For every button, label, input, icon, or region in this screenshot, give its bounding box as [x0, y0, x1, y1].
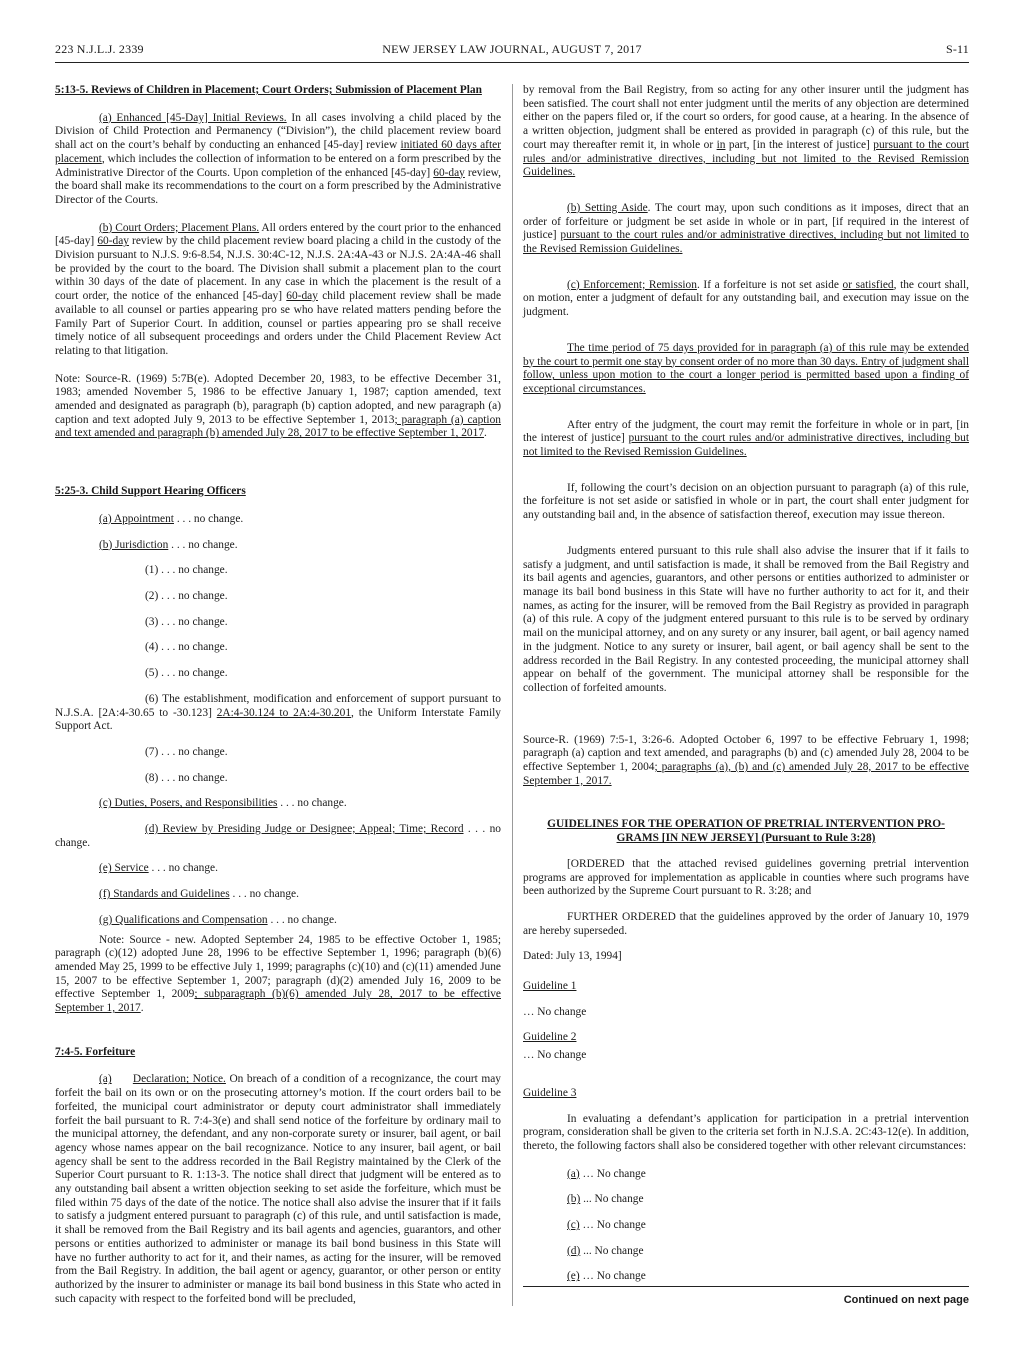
- list-item: (b) Jurisdiction . . . no change.: [99, 538, 238, 551]
- rule-5-25-3-note: Note: Source - new. Adopted September 24, 1985 to be effective October 1, 1985; paragraph (c)(12) adopted June 28, 1996 to be effective September 1, 1996; paragraph (b)(6) amended May 25, 1999 to be effective July 1, 1999; paragraphs (c)(10) and (c)(11) amended June 15, 2007 to be effective September 1, 2007; paragraph (d)(2) amended July 16, 2009 to be effective September 1, 2009; subparagraph (b)(6) amended July 28, 2017 to be effective September 1, 2017.: [55, 933, 501, 1015]
- rule-5-25-3-title: 5:25-3. Child Support Hearing Officers: [55, 485, 246, 498]
- list-item: (2) . . . no change.: [145, 589, 228, 602]
- footer-rule: [523, 1286, 969, 1287]
- right-column: [523, 84, 969, 1296]
- rule-5-13-5-para-b: (b) Court Orders; Placement Plans. All orders entered by the court prior to the enhanced [45-day] 60-day review by the child placement review board placing a child in the custody of the Division pursuant to N.J.S. 9:6-8.54, N.J.S. 30:4C-12, N.J.S. 2A:4A-43 or N.J.S. 2A:4A-46 shall be provided by the court to the board. The Division shall submit a placement plan to the court within 30 days of the date of placement. In any case in which the placement is the result of a court order, the notice of the enhanced [45-day] 60-day child placement review shall be made available to all counsel or parties appearing pro se who have related matters pending before the Family Part of Superior Court. In addition, counsel or parties appearing pro se shall receive timely notice of all subsequent proceedings and orders under the Child Placement Review Act relating to that litigation.: [55, 221, 502, 357]
- running-header: [55, 42, 969, 63]
- guideline-3-heading: Guideline 3: [523, 1086, 577, 1099]
- list-item: (a) Appointment . . . no change.: [99, 512, 244, 525]
- list-item: (8) . . . no change.: [145, 771, 228, 784]
- column-divider: [512, 84, 513, 1306]
- guideline-2-text: … No change: [523, 1049, 587, 1062]
- continued-on-next-page: Continued on next page: [843, 1294, 969, 1306]
- rule-5-25-3-list: [55, 513, 501, 681]
- guidelines-title-line-2: GRAMS [IN NEW JERSEY] (Pursuant to Rule 3:28): [616, 832, 876, 845]
- rule-5-13-5-para-a: (a) Enhanced [45-Day] Initial Reviews. In all cases involving a child placed by the Division of Child Protection and Permanency (“Division”), the child placement review board shall act on the court’s behalf by conducting an enhanced [45-day] review initiated 60 days after placement, which includes the collection of information to be entered on a form prescribed by the Administrative Director of the Courts. Upon completion of the enhanced [45-day] 60-day review, the board shall make its recommendations to the court on a form prescribed by the Administrative Director of the Courts.: [55, 111, 502, 206]
- after-judgment-paragraph: After entry of the judgment, the court may remit the forfeiture in whole or in part, [in the interest of justice] pursuant to the court rules and/or administrative directives, including but not limited to the Revised Remission Guidelines.: [523, 418, 969, 459]
- rule-7-4-5-para-a: (a) Declaration; Notice. On breach of a condition of a recognizance, the court may forfeit the bail on its own or on the prosecuting attorney’s motion. If the court orders bail to be forfeited, the municipal court administrator or deputy court administrator shall immediately forfeit the bail pursuant to R. 7:4-3(e) and shall send notice of the forfeiture by ordinary mail to the municipal attorney, the defendant, and any non-corporate surety or insurer, bail agent, or bail agency whose names appear on the bail recognizance. Notice to any insurer, bail agent, or bail agency shall be sent to the address recorded in the Bail Registry maintained by the Clerk of the Superior Court pursuant to R. 1:13-3. The notice shall direct that judgment will be entered as to any outstanding bail absent a written objection seeking to set aside the forfeiture, which must be filed within 75 days of the date of the notice. The notice shall also advise the insurer that if it fails to satisfy a judgment entered pursuant to paragraph (c) of this rule, and until satisfaction is made, it shall be removed from the Bail Registry and its bail agents and agencies, guarantors, and other persons or entities authorized to administer or manage its bail bond business in this State will have no further authority to act for it, and their names, as acting for the insurer, will be removed from the Bail Registry. In addition, the bail agent or agency, guarantor, or other person or entity authorized by the insurer to administer or manage its bail bond business in this State who acted in such capacity with respect to the forfeited bond will be precluded,: [55, 1073, 501, 1305]
- time-period-paragraph: The time period of 75 days provided for in paragraph (a) of this rule may be extended by the court to permit one stay by consent order of no more than 30 days. Entry of judgment shall follow, unless upon motion to the court a longer period is permitted based upon a finding of exceptional circumstances.: [523, 341, 969, 395]
- objection-paragraph: If, following the court’s decision on an objection pursuant to paragraph (a) of this rule, the forfeiture is not set aside or satisfied in whole or in part, the court shall enter judgment for any outstanding bail and, in the absence of satisfaction thereof, execution may issue thereon.: [523, 481, 969, 522]
- guideline-1-text: … No change: [523, 1005, 587, 1018]
- further-ordered-paragraph: FURTHER ORDERED that the guidelines approved by the order of January 10, 1979 are hereby superseded.: [523, 910, 969, 937]
- list-item: (1) . . . no change.: [145, 564, 228, 577]
- list-item: (g) Qualifications and Compensation . . . no change.: [99, 913, 337, 926]
- forfeiture-continued: by removal from the Bail Registry, from so acting for any other insurer until the judgment has been satisfied. The court shall not enter judgment until the merits of any objection are determined either on the papers filed or, if the court so orders, for good cause, at a hearing. In the absence of a written objection, judgment shall be entered as provided in paragraph (c) of this rule, but the court may thereafter remit it, in whole or in part, [in the interest of justice] pursuant to the court rules and/or administrative directives, including but not limited to the Revised Remission Guidelines.: [523, 84, 970, 179]
- forfeiture-para-b: (b) Setting Aside. The court may, upon such conditions as it imposes, direct that an order of forfeiture or judgment be set aside in whole or in part, [if required in the interest of justice] pursuant to the court rules and/or administrative directives, including but not limited to the Revised Remission Guidelines.: [523, 201, 969, 256]
- list-item: (5) . . . no change.: [145, 667, 228, 680]
- rule-5-25-3-item-6: (6) The establishment, modification and enforcement of support pursuant to N.J.S.A. [2A:4-30.65 to -30.123] 2A:4-30.124 to 2A:4-30.201, the Uniform Interstate Family Support Act.: [55, 692, 501, 733]
- guideline-3-text: In evaluating a defendant’s application for participation in a pretrial intervention program, consideration shall be given to the criteria set forth in N.J.S.A. 2C:43-12(e). In addition, thereto, the following factors shall also be considered together with other relevant circumstances:: [523, 1112, 969, 1152]
- header-page-number: S-11: [945, 42, 969, 56]
- guideline-3-factors: [523, 1168, 969, 1285]
- list-item: (f) Standards and Guidelines . . . no change.: [99, 888, 299, 901]
- list-item: (7) . . . no change.: [145, 745, 228, 758]
- guidelines-title-line-1: GUIDELINES FOR THE OPERATION OF PRETRIAL INTERVENTION PRO-: [547, 818, 945, 831]
- list-item: (d) ... No change: [567, 1244, 644, 1257]
- list-item: (3) . . . no change.: [145, 615, 228, 628]
- dated-line: Dated: July 13, 1994]: [523, 950, 622, 963]
- forfeiture-para-c: (c) Enforcement; Remission. If a forfeiture is not set aside or satisfied, the court shall, on motion, enter a judgment of default for any outstanding bail, and execution may issue on the judgment.: [523, 278, 969, 319]
- rule-5-13-5-title: 5:13-5. Reviews of Children in Placement; Court Orders; Submission of Placement Plan: [55, 84, 482, 96]
- list-item: (c) … No change: [567, 1219, 646, 1232]
- ordered-paragraph: [ORDERED that the attached revised guidelines governing pretrial intervention programs are approved for implementation as applicable in counties where such programs have been authorized by the Supreme Court pursuant to R. 3:28; and: [523, 857, 969, 898]
- left-column: [55, 84, 501, 1306]
- para-b-caption: (b) Court Orders; Placement Plans.: [99, 221, 260, 234]
- forfeiture-source-note: Source-R. (1969) 7:5-1, 3:26-6. Adopted October 6, 1997 to be effective February 1, 1998; paragraph (a) caption and text amended, and paragraphs (b) and (c) amended July 28, 2004 to be effective September 1, 2004; paragraphs (a), (b) and (c) amended July 28, 2017 to be effective September 1, 2017.: [523, 733, 969, 787]
- list-item: (a) … No change: [567, 1167, 646, 1180]
- list-item: (d) Review by Presiding Judge or Designee; Appeal; Time; Record . . . no change.: [55, 823, 501, 849]
- para-a-caption: (a) Enhanced [45-Day] Initial Reviews.: [99, 111, 287, 124]
- list-item: (b) ... No change: [567, 1193, 644, 1206]
- header-citation: 223 N.J.L.J. 2339: [55, 42, 144, 56]
- guideline-1-heading: Guideline 1: [523, 980, 577, 993]
- judgments-paragraph: Judgments entered pursuant to this rule shall also advise the insurer that if it fails to satisfy a judgment, and until satisfaction is made, it shall be removed from the Bail Registry and its bail agents and agencies, guarantors, and other persons or entities authorized to administer or manage its bail bond business in this State will have no further authority to act for it, and their names, as acting for the insurer, will be removed from the Bail Registry as provided in paragraph (a) of this rule. A copy of the judgment entered pursuant to this rule is to be served by ordinary mail on the municipal attorney, and on any surety or any insurer, bail agent, or bail agency named in the judgment. Notice to any surety or insurer, bail agent, or bail agency shall be sent to the address recorded in the Bail Registry. In any contested proceeding, the municipal attorney shall appear on behalf of the government. The municipal attorney shall be responsible for the collection of forfeited amounts.: [523, 544, 969, 694]
- header-publication: NEW JERSEY LAW JOURNAL, AUGUST 7, 2017: [382, 42, 642, 56]
- rule-5-25-3-list-2: [55, 746, 501, 811]
- rule-5-25-3-list-3: [55, 862, 501, 927]
- rule-5-13-5-note: Note: Source-R. (1969) 5:7B(e). Adopted December 20, 1983, to be effective December 31, 1983; amended November 5, 1986 to be effective January 1, 1987; caption amended, text amended and designated as paragraph (b), paragraph (b) caption adopted, and new paragraph (a) caption and text adopted July 9, 2013 to be effective September 1, 2013; paragraph (a) caption and text amended and paragraph (b) amended July 28, 2017 to be effective September 1, 2017.: [55, 372, 501, 440]
- guideline-2-heading: Guideline 2: [523, 1031, 577, 1044]
- list-item: (e) … No change: [567, 1270, 646, 1283]
- rule-7-4-5-title: 7:4-5. Forfeiture: [55, 1045, 136, 1058]
- list-item: (4) . . . no change.: [145, 641, 228, 654]
- list-item: (c) Duties, Posers, and Responsibilities . . . no change.: [99, 797, 347, 810]
- list-item: (e) Service . . . no change.: [99, 862, 218, 875]
